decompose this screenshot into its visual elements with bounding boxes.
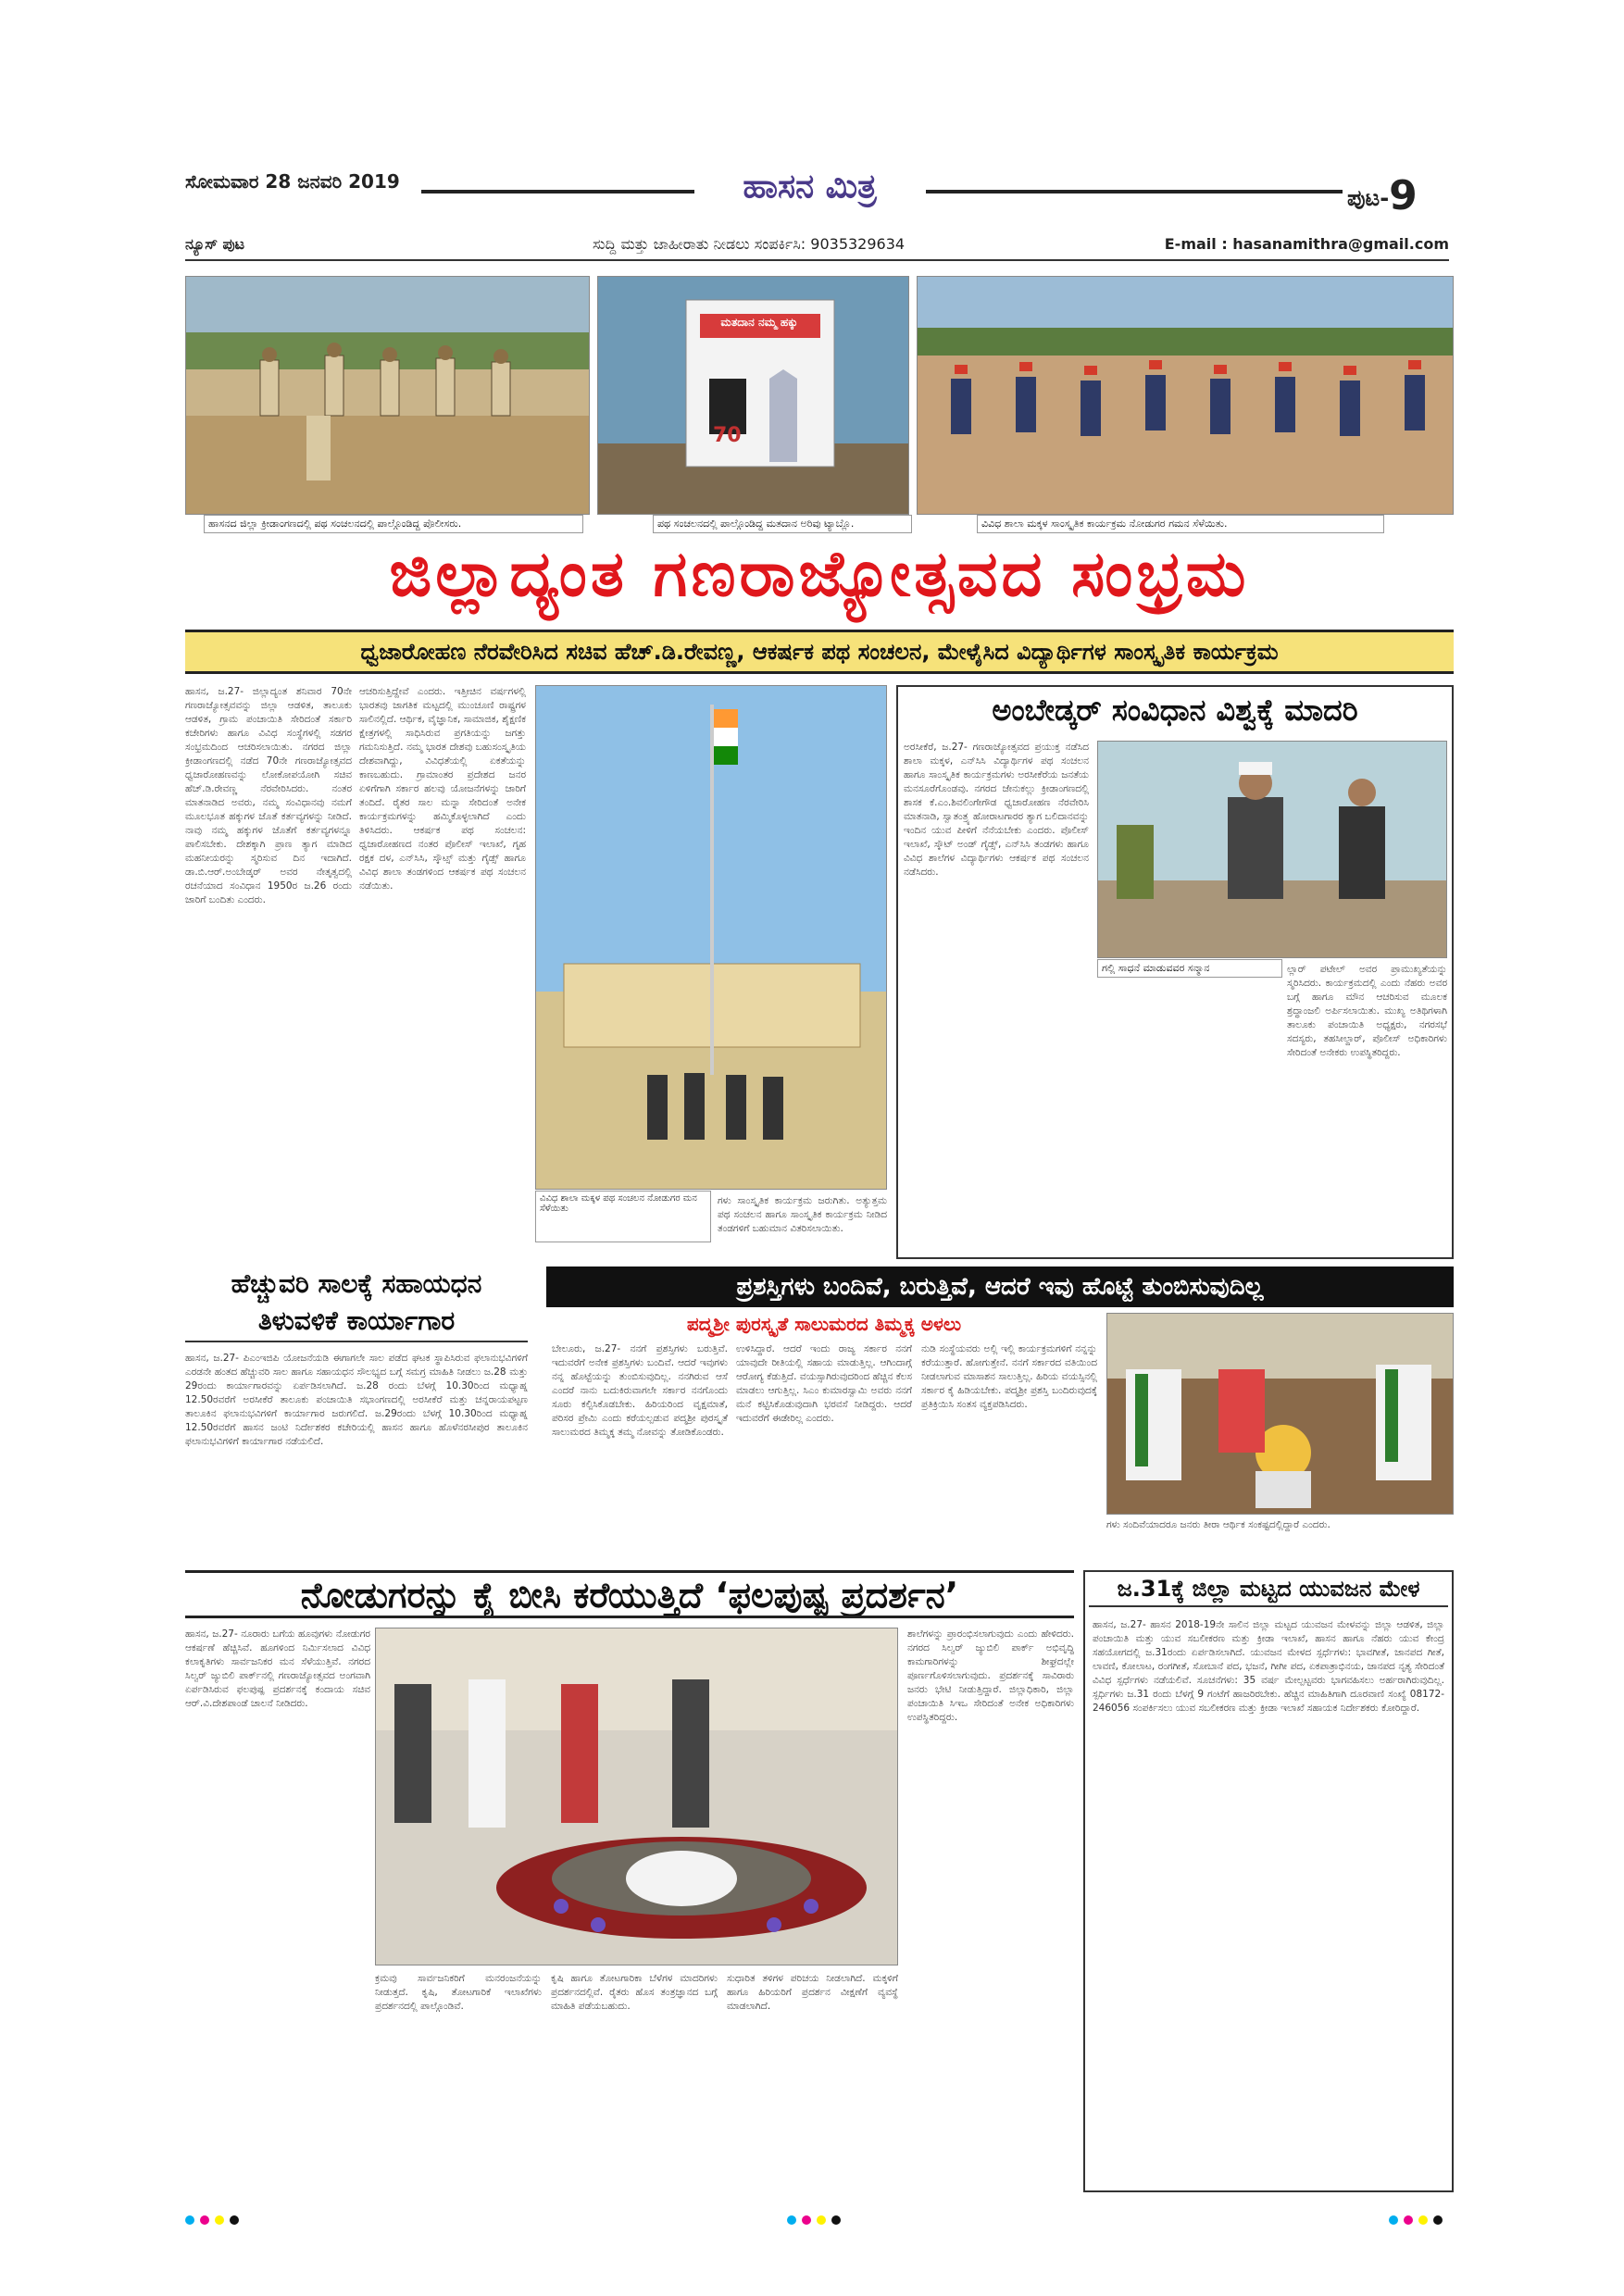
photo-caption-school: ವಿವಿಧ ಶಾಲಾ ಮಕ್ಕಳ ಸಾಂಸ್ಕೃತಿಕ ಕಾರ್ಯಕ್ರಮ ನೋಡುಗರ ಗಮನ ಸೆಳೆಯಿತು. [977,515,1384,533]
thimmakka-illustration [1107,1314,1454,1515]
flower-show-headline: ನೋಡುಗರನ್ನು ಕೈ ಬೀಸಿ ಕರೆಯುತ್ತಿದೆ ‘ಫಲಪುಷ್ಪ ಪ್ರದರ್ಶನ’ [185,1570,1074,1618]
flower-show-illustration [376,1628,898,1965]
flag-hoisting-illustration [536,686,887,1190]
issue-date: ಸೋಮವಾರ 28 ಜನವರಿ 2019 [185,170,400,193]
print-registration-marks-center [787,2211,846,2228]
main-story-col1: ಹಾಸನ, ಜ.27- ಜಿಲ್ಲಾದ್ಯಂತ ಶನಿವಾರ 70ನೇ ಗಣರಾಜ್ಯೋತ್ಸವವನ್ನು ಜಿಲ್ಲಾ ಆಡಳಿತ, ತಾಲೂಕು ಆಡಳಿತ, ಗ್ರಾಮ ಪಂಚಾಯಿತಿ ಸೇರಿದಂತೆ ಸರ್ಕಾರಿ ಕಚೇರಿಗಳು ಹಾಗೂ ವಿವಿಧ ಸಂಸ್ಥೆಗಳಲ್ಲಿ ಸಡಗರ ಸಂಭ್ರಮದಿಂದ ಆಚರಿಸಲಾಯಿತು. ನಗರದ ಜಿಲ್ಲಾ ಕ್ರೀಡಾಂಗಣದಲ್ಲಿ ನಡೆದ 70ನೇ ಗಣರಾಜ್ಯೋತ್ಸವದ ಧ್ವಜಾರೋಹಣವನ್ನು ಲೋಕೋಪಯೋಗಿ ಸಚಿವ ಹೆಚ್.ಡಿ.ರೇವಣ್ಣ ನೆರವೇರಿಸಿದರು. ನಂತರ ಮಾತನಾಡಿದ ಅವರು, ನಮ್ಮ ಸಂವಿಧಾನವು ನಮಗೆ ಮೂಲಭೂತ ಹಕ್ಕುಗಳ ಜೊತೆ ಕರ್ತವ್ಯಗಳನ್ನು ನೀಡಿದೆ. ನಾವು ನಮ್ಮ ಹಕ್ಕುಗಳ ಜೊತೆಗೆ ಕರ್ತವ್ಯಗಳನ್ನೂ ಪಾಲಿಸಬೇಕು. ದೇಶಕ್ಕಾಗಿ ಪ್ರಾಣ ತ್ಯಾಗ ಮಾಡಿದ ಮಹನೀಯರನ್ನು ಸ್ಮರಿಸುವ ದಿನ ಇದಾಗಿದೆ. ಡಾ.ಬಿ.ಆರ್.ಅಂಬೇಡ್ಕರ್ ಅವರ ನೇತೃತ್ವದಲ್ಲಿ ರಚನೆಯಾದ ಸಂವಿಧಾನ 1950ರ ಜ.26 ರಂದು ಜಾರಿಗೆ ಬಂದಿತು ಎಂದರು. [185,686,352,905]
section-label: ನ್ಯೂಸ್ ಪುಟ [185,235,245,253]
thimmakka-col1: ಬೇಲೂರು, ಜ.27- ನನಗೆ ಪ್ರಶಸ್ತಿಗಳು ಬರುತ್ತಿವೆ. ಇದುವರೆಗೆ ಅನೇಕ ಪ್ರಶಸ್ತಿಗಳು ಬಂದಿವೆ. ಆದರೆ ಇವುಗಳು ನನ್ನ ಹೊಟ್ಟೆಯನ್ನು ತುಂಬಿಸುವುದಿಲ್ಲ. ನನಗಿರುವ ಆಸೆ ಎಂದರೆ ನಾನು ಬದುಕಿರುವಾಗಲೇ ಸರ್ಕಾರ ನನಗೊಂದು ಸೂರು ಕಲ್ಪಿಸಿಕೊಡಬೇಕು. ಹಿರಿಯರಿಂದ ವೃಕ್ಷಮಾತೆ, ಪರಿಸರ ಪ್ರೇಮಿ ಎಂದು ಕರೆಯಲ್ಪಡುವ ಪದ್ಮಶ್ರೀ ಪುರಸ್ಕೃತೆ ಸಾಲುಮರದ ತಿಮ್ಮಕ್ಕ ತಮ್ಮ ನೋವನ್ನು ತೋಡಿಕೊಂಡರು. [552,1343,728,1438]
masthead-rule-left [421,190,694,193]
page-label: ಪುಟ- [1347,185,1390,211]
newspaper-title: ಹಾಸನ ಮಿತ್ರ [743,167,877,206]
flower-col2: ಕ್ರಮವು ಸಾರ್ವಜನಿಕರಿಗೆ ಮನರಂಜನೆಯನ್ನು ನೀಡುತ್ತದೆ. ಕೃಷಿ, ತೋಟಗಾರಿಕೆ ಇಲಾಖೆಗಳು ಪ್ರದರ್ಶನದಲ್ಲಿ ಪಾಲ್ಗೊಂಡಿವೆ. [375,1973,542,2012]
thimmakka-headline: ಪ್ರಶಸ್ತಿಗಳು ಬಂದಿವೆ, ಬರುತ್ತಿವೆ, ಆದರೆ ಇವು ಹೊಟ್ಟೆ ತುಂಬಿಸುವುದಿಲ್ಲ [546,1267,1454,1307]
thimmakka-subhead: ಪದ್ಮಶ್ರೀ ಪುರಸ್ಕೃತೆ ಸಾಲುಮರದ ತಿಮ್ಮಕ್ಕ ಅಳಲು [686,1313,962,1335]
main-strapline: ಧ್ವಜಾರೋಹಣ ನೆರವೇರಿಸಿದ ಸಚಿವ ಹೆಚ್.ಡಿ.ರೇವಣ್ಣ, ಆಕರ್ಷಕ ಪಥ ಸಂಚಲನ, ಮೇಳೈಸಿದ ವಿದ್ಯಾರ್ಥಿಗಳ ಸಾಂಸ್ಕೃತಿಕ ಕಾರ್ಯಕ್ರಮ [185,630,1454,674]
print-registration-marks-right [1389,2211,1448,2228]
workshop-headline-1: ಹೆಚ್ಚುವರಿ ಸಾಲಕ್ಕೆ ಸಹಾಯಧನ [231,1268,482,1299]
page-number-value: 9 [1389,172,1418,219]
youth-fest-headline: ಜ.31ಕ್ಕೆ ಜಿಲ್ಲಾ ಮಟ್ಟದ ಯುವಜನ ಮೇಳ [1089,1576,1448,1607]
masthead-subbar [185,231,1449,261]
photo-flag-hoisting [535,685,887,1190]
main-story-after-flag: ಗಳು ಸಾಂಸ್ಕೃತಿಕ ಕಾರ್ಯಕ್ರಮ ಜರುಗಿತು. ಅತ್ಯುತ್ತಮ ಪಥ ಸಂಚಲನ ಹಾಗೂ ಸಾಂಸ್ಕೃತಿಕ ಕಾರ್ಯಕ್ರಮ ನೀಡಿದ ತಂಡಗಳಿಗೆ ಬಹುಮಾನ ವಿತರಿಸಲಾಯಿತು. [718,1195,887,1234]
school-cultural-illustration [918,277,1454,515]
photo-caption-flag: ವಿವಿಧ ಶಾಲಾ ಮಕ್ಕಳ ಪಥ ಸಂಚಲನ ನೋಡುಗರ ಮನ ಸೆಳೆಯಿತು [535,1191,711,1242]
photo-speaker-stage [1097,741,1447,958]
photo-police-parade [185,276,590,515]
photo-caption-speaker: ಗಲ್ಲಿ ಸಾಧನೆ ಮಾಡುವವರ ಸನ್ಮಾನ [1097,959,1282,978]
thimmakka-col2: ಉಳಿಸಿದ್ದಾರೆ. ಆದರೆ ಇಂದು ರಾಜ್ಯ ಸರ್ಕಾರ ನನಗೆ ಯಾವುದೇ ರೀತಿಯಲ್ಲಿ ಸಹಾಯ ಮಾಡುತ್ತಿಲ್ಲ. ಆಗಿಂದಾಗ್ಗೆ ಆರೋಗ್ಯ ಕೆಡುತ್ತಿದೆ. ವಯಸ್ಸಾಗಿರುವುದರಿಂದ ಹೆಚ್ಚಿನ ಕೆಲಸ ಮಾಡಲು ಆಗುತ್ತಿಲ್ಲ. ಸಿಎಂ ಕುಮಾರಸ್ವಾಮಿ ಅವರು ನನಗೆ ಮನೆ ಕಟ್ಟಿಸಿಕೊಡುವುದಾಗಿ ಭರವಸೆ ನೀಡಿದ್ದರು. ಆದರೆ ಇದುವರೆಗೆ ಈಡೇರಿಲ್ಲ ಎಂದರು. [736,1343,912,1424]
photo-caption-police: ಹಾಸನದ ಜಿಲ್ಲಾ ಕ್ರೀಡಾಂಗಣದಲ್ಲಿ ಪಥ ಸಂಚಲನದಲ್ಲಿ ಪಾಲ್ಗೊಂಡಿದ್ದ ಪೊಲೀಸರು. [204,515,583,533]
workshop-headline-2: ತಿಳುವಳಿಕೆ ಕಾರ್ಯಾಗಾರ [185,1305,528,1342]
thimmakka-col3: ನುಡಿ ಸಂಸ್ಥೆಯವರು ಅಲ್ಲಿ ಇಲ್ಲಿ ಕಾರ್ಯಕ್ರಮಗಳಿಗೆ ನನ್ನನ್ನು ಕರೆಯುತ್ತಾರೆ. ಹೋಗುತ್ತೇನೆ. ನನಗೆ ಸರ್ಕಾರದ ವತಿಯಿಂದ ನೀಡಲಾಗುವ ಮಾಸಾಶನ ಸಾಲುತ್ತಿಲ್ಲ. ಹಿರಿಯ ವಯಸ್ಸಿನಲ್ಲಿ ಸರ್ಕಾರ ಕೈ ಹಿಡಿಯಬೇಕು. ಪದ್ಮಶ್ರೀ ಪ್ರಶಸ್ತಿ ಬಂದಿರುವುದಕ್ಕೆ ಪ್ರತಿಕ್ರಿಯಿಸಿ ಸಂತಸ ವ್ಯಕ್ತಪಡಿಸಿದರು. [921,1343,1097,1410]
email-address: E-mail : hasanamithra@gmail.com [1164,235,1449,253]
photo-flower-show [375,1628,898,1965]
contact-info: ಸುದ್ದಿ ಮತ್ತು ಜಾಹೀರಾತು ನೀಡಲು ಸಂಪರ್ಕಿಸಿ: 9035329634 [593,235,906,253]
youth-fest-body: ಹಾಸನ, ಜ.27- ಹಾಸನ 2018-19ನೇ ಸಾಲಿನ ಜಿಲ್ಲಾ ಮಟ್ಟದ ಯುವಜನ ಮೇಳವನ್ನು ಜಿಲ್ಲಾ ಆಡಳಿತ, ಜಿಲ್ಲಾ ಪಂಚಾಯಿತಿ ಮತ್ತು ಯುವ ಸಬಲೀಕರಣ ಮತ್ತು ಕ್ರೀಡಾ ಇಲಾಖೆ, ಹಾಸನ ಹಾಗೂ ನೆಹರು ಯುವ ಕೇಂದ್ರ ಸಹಯೋಗದಲ್ಲಿ ಜ.31ರಂದು ಏರ್ಪಡಿಸಲಾಗಿದೆ. ಯುವಜನ ಮೇಳದ ಸ್ಪರ್ಧೆಗಳು: ಭಾವಗೀತೆ, ಜಾನಪದ ಗೀತೆ, ಲಾವಣಿ, ಕೋಲಾಟ, ರಂಗಗೀತೆ, ಸೋಬಾನೆ ಪದ, ಭಜನೆ, ಗೀಗೀ ಪದ, ಏಕಪಾತ್ರಾಭಿನಯ, ಜಾನಪದ ನೃತ್ಯ ಸೇರಿದಂತೆ ವಿವಿಧ ಸ್ಪರ್ಧೆಗಳು ನಡೆಯಲಿವೆ. ಸೂಚನೆಗಳು: 35 ವರ್ಷ ಮೇಲ್ಪಟ್ಟವರು ಭಾಗವಹಿಸಲು ಅರ್ಹರಾಗಿರುವುದಿಲ್ಲ. ಸ್ಪರ್ಧಿಗಳು ಜ.31 ರಂದು ಬೆಳಗ್ಗೆ 9 ಗಂಟೆಗೆ ಹಾಜರಿರಬೇಕು. ಹೆಚ್ಚಿನ ಮಾಹಿತಿಗಾಗಿ ದೂರವಾಣಿ ಸಂಖ್ಯೆ 08172-246056 ಸಂಪರ್ಕಿಸಲು ಯುವ ಸಬಲೀಕರಣ ಮತ್ತು ಕ್ರೀಡಾ ಇಲಾಖೆ ಸಹಾಯಕ ನಿರ್ದೇಶಕರು ಕೋರಿದ್ದಾರೆ. [1093,1619,1444,1714]
photo-caption-tableau: ಪಥ ಸಂಚಲನದಲ್ಲಿ ಪಾಲ್ಗೊಂಡಿದ್ದ ಮತದಾನ ಅರಿವು ಟ್ಯಾಬ್ಲೊ. [653,515,912,533]
photo-thimmakka [1106,1313,1454,1515]
ambedkar-col2: ಲ್ಲಾರ್ ಪಟೇಲ್ ಅವರ ಪ್ರಾಮುಖ್ಯತೆಯನ್ನು ಸ್ಮರಿಸಿದರು. ಕಾರ್ಯಕ್ರಮದಲ್ಲಿ ಎಂದು ನೆಹರು ಅವರ ಬಗ್ಗೆ ಹಾಗೂ ಮೌನ ಆಚರಿಸುವ ಮೂಲಕ ಶ್ರದ್ಧಾಂಜಲಿ ಅರ್ಪಿಸಲಾಯಿತು. ಮುಖ್ಯ ಅತಿಥಿಗಳಾಗಿ ತಾಲೂಕು ಪಂಚಾಯಿತಿ ಅಧ್ಯಕ್ಷರು, ನಗರಸಭೆ ಸದಸ್ಯರು, ತಹಸೀಲ್ದಾರ್, ಪೊಲೀಸ್ ಅಧಿಕಾರಿಗಳು ಸೇರಿದಂತೆ ಅನೇಕರು ಉಪಸ್ಥಿತರಿದ್ದರು. [1287,964,1447,1058]
tableau-badge-70: 70 [713,424,742,447]
flower-col1: ಹಾಸನ, ಜ.27- ನೂರಾರು ಬಗೆಯ ಹೂವುಗಳು ನೋಡುಗರ ಆಕರ್ಷಣೆ ಹೆಚ್ಚಿಸಿವೆ. ಹೂಗಳಿಂದ ನಿರ್ಮಿಸಲಾದ ವಿವಿಧ ಕಲಾಕೃತಿಗಳು ಸಾರ್ವಜನಿಕರ ಮನ ಸೆಳೆಯುತ್ತಿವೆ. ನಗರದ ಸಿಲ್ವರ್ ಜ್ಯುಬಿಲಿ ಪಾರ್ಕ್‌ನಲ್ಲಿ ಗಣರಾಜ್ಯೋತ್ಸವದ ಅಂಗವಾಗಿ ಏರ್ಪಡಿಸಿರುವ ಫಲಪುಷ್ಪ ಪ್ರದರ್ಶನಕ್ಕೆ ಕಂದಾಯ ಸಚಿವ ಆರ್.ವಿ.ದೇಶಪಾಂಡೆ ಚಾಲನೆ ನೀಡಿದರು. [185,1628,370,1709]
photo-school-cultural [917,276,1454,515]
flower-col4: ಸುಧಾರಿತ ತಳಿಗಳ ಪರಿಚಯ ನೀಡಲಾಗಿದೆ. ಮಕ್ಕಳಿಗೆ ಹಾಗೂ ಹಿರಿಯರಿಗೆ ಪ್ರದರ್ಶನ ವೀಕ್ಷಣೆಗೆ ವ್ಯವಸ್ಥೆ ಮಾಡಲಾಗಿದೆ. [727,1973,898,2012]
police-parade-illustration [186,277,590,515]
print-registration-marks-left [185,2211,244,2228]
page-number [1347,172,1418,219]
voting-tableau-illustration [598,277,909,515]
main-headline: ಜಿಲ್ಲಾದ್ಯಂತ ಗಣರಾಜ್ಯೋತ್ಸವದ ಸಂಭ್ರಮ [389,537,1250,611]
flower-col-right: ಶಾಲೆಗಳನ್ನು ಪ್ರಾರಂಭಿಸಲಾಗುವುದು ಎಂದು ಹೇಳಿದರು. ನಗರದ ಸಿಲ್ವರ್ ಜ್ಯುಬಿಲಿ ಪಾರ್ಕ್ ಅಭಿವೃದ್ಧಿ ಕಾಮಗಾರಿಗಳನ್ನು ಶೀಘ್ರದಲ್ಲೇ ಪೂರ್ಣಗೊಳಿಸಲಾಗುವುದು. ಪ್ರದರ್ಶನಕ್ಕೆ ಸಾವಿರಾರು ಜನರು ಭೇಟಿ ನೀಡುತ್ತಿದ್ದಾರೆ. ಜಿಲ್ಲಾಧಿಕಾರಿ, ಜಿಲ್ಲಾ ಪಂಚಾಯಿತಿ ಸಿಇಒ ಸೇರಿದಂತೆ ಅನೇಕ ಅಧಿಕಾರಿಗಳು ಉಪಸ್ಥಿತರಿದ್ದರು. [907,1628,1074,1723]
photo-voting-tableau [597,276,909,515]
ambedkar-headline: ಅಂಬೇಡ್ಕರ್ ಸಂವಿಧಾನ ವಿಶ್ವಕ್ಕೆ ಮಾದರಿ [992,693,1358,728]
flower-col3: ಕೃಷಿ ಹಾಗೂ ತೋಟಗಾರಿಕಾ ಬೆಳೆಗಳ ಮಾದರಿಗಳು ಪ್ರದರ್ಶನದಲ್ಲಿವೆ. ರೈತರು ಹೊಸ ತಂತ್ರಜ್ಞಾನದ ಬಗ್ಗೆ ಮಾಹಿತಿ ಪಡೆಯಬಹುದು. [551,1973,718,2012]
thimmakka-photo-caption: ಗಳು ಸಂದಿವೆಯಾದರೂ ಜನರು ತೀರಾ ಆರ್ಥಿಕ ಸಂಕಷ್ಟದಲ್ಲಿದ್ದಾರೆ ಎಂದರು. [1106,1519,1330,1530]
tableau-banner-text: ಮತದಾನ ನಮ್ಮ ಹಕ್ಕು [720,316,798,329]
main-story-col2: ಆಚರಿಸುತ್ತಿದ್ದೇವೆ ಎಂದರು. ಇತ್ತೀಚಿನ ವರ್ಷಗಳಲ್ಲಿ ಭಾರತವು ಜಾಗತಿಕ ಮಟ್ಟದಲ್ಲಿ ಮುಂಚೂಣಿ ರಾಷ್ಟ್ರಗಳ ಸಾಲಿನಲ್ಲಿದೆ. ಆರ್ಥಿಕ, ವೈಜ್ಞಾನಿಕ, ಸಾಮಾಜಿಕ, ಶೈಕ್ಷಣಿಕ ಕ್ಷೇತ್ರಗಳಲ್ಲಿ ಸಾಧಿಸಿರುವ ಪ್ರಗತಿಯನ್ನು ಜಗತ್ತು ಗಮನಿಸುತ್ತಿದೆ. ನಮ್ಮ ಭಾರತ ದೇಶವು ಬಹುಸಂಸ್ಕೃತಿಯ ದೇಶವಾಗಿದ್ದು, ವಿವಿಧತೆಯಲ್ಲಿ ಏಕತೆಯನ್ನು ಕಾಣಬಹುದು. ಗ್ರಾಮಾಂತರ ಪ್ರದೇಶದ ಜನರ ಏಳಿಗೆಗಾಗಿ ಸರ್ಕಾರ ಹಲವು ಯೋಜನೆಗಳನ್ನು ಜಾರಿಗೆ ತಂದಿದೆ. ರೈತರ ಸಾಲ ಮನ್ನಾ ಸೇರಿದಂತೆ ಅನೇಕ ಕಾರ್ಯಕ್ರಮಗಳನ್ನು ಹಮ್ಮಿಕೊಳ್ಳಲಾಗಿದೆ ಎಂದು ತಿಳಿಸಿದರು. ಆಕರ್ಷಕ ಪಥ ಸಂಚಲನ: ಧ್ವಜಾರೋಹಣದ ನಂತರ ಪೊಲೀಸ್ ಇಲಾಖೆ, ಗೃಹ ರಕ್ಷಕ ದಳ, ಎನ್‌ಸಿಸಿ, ಸ್ಕೌಟ್ಸ್ ಮತ್ತು ಗೈಡ್ಸ್ ಹಾಗೂ ವಿವಿಧ ಶಾಲಾ ತಂಡಗಳಿಂದ ಆಕರ್ಷಕ ಪಥ ಸಂಚಲನ ನಡೆಯಿತು. [359,686,526,892]
masthead-rule-right [926,190,1343,193]
speaker-stage-illustration [1098,742,1447,958]
ambedkar-col1: ಅರಸೀಕೆರೆ, ಜ.27- ಗಣರಾಜ್ಯೋತ್ಸವದ ಪ್ರಯುಕ್ತ ನಡೆಸಿದ ಶಾಲಾ ಮಕ್ಕಳ, ಎನ್‌ಸಿಸಿ ವಿದ್ಯಾರ್ಥಿಗಳ ಪಥ ಸಂಚಲನ ಹಾಗೂ ಸಾಂಸ್ಕೃತಿಕ ಕಾರ್ಯಕ್ರಮಗಳು ಅರಸೀಕೆರೆಯ ಜನತೆಯ ಮನಸೂರೆಗೊಂಡವು. ನಗರದ ಜೇನುಕಲ್ಲು ಕ್ರೀಡಾಂಗಣದಲ್ಲಿ ಶಾಸಕ ಕೆ.ಎಂ.ಶಿವಲಿಂಗೇಗೌಡ ಧ್ವಜಾರೋಹಣ ನೆರವೇರಿಸಿ ಮಾತನಾಡಿ, ಸ್ವಾತಂತ್ರ್ಯ ಹೋರಾಟಗಾರರ ತ್ಯಾಗ ಬಲಿದಾನವನ್ನು ಇಂದಿನ ಯುವ ಪೀಳಿಗೆ ನೆನೆಯಬೇಕು ಎಂದರು. ಪೊಲೀಸ್ ಇಲಾಖೆ, ಸ್ಕೌಟ್ ಅಂಡ್ ಗೈಡ್ಸ್, ಎನ್‌ಸಿಸಿ ತಂಡಗಳು ಹಾಗೂ ವಿವಿಧ ಶಾಲೆಗಳ ವಿದ್ಯಾರ್ಥಿಗಳು ಆಕರ್ಷಕ ಪಥ ಸಂಚಲನ ನಡೆಸಿದರು. [904,742,1089,878]
workshop-body: ಹಾಸನ, ಜ.27- ಪಿಎಂಇಜಿಪಿ ಯೋಜನೆಯಡಿ ಈಗಾಗಲೇ ಸಾಲ ಪಡೆದ ಘಟಕ ಸ್ಥಾಪಿಸಿರುವ ಫಲಾನುಭವಿಗಳಿಗೆ ಎರಡನೇ ಹಂತದ ಹೆಚ್ಚುವರಿ ಸಾಲ ಹಾಗೂ ಸಹಾಯಧನ ಸೌಲಭ್ಯದ ಬಗ್ಗೆ ಸಮಗ್ರ ಮಾಹಿತಿ ನೀಡಲು ಜ.28 ಮತ್ತು 29ರಂದು ಕಾರ್ಯಾಗಾರವನ್ನು ಏರ್ಪಡಿಸಲಾಗಿದೆ. ಜ.28 ರಂದು ಬೆಳಗ್ಗೆ 10.30ರಿಂದ ಮಧ್ಯಾಹ್ನ 12.50ರವರೆಗೆ ಅರಸೀಕೆರೆ ತಾಲೂಕು ಪಂಚಾಯಿತಿ ಸಭಾಂಗಣದಲ್ಲಿ ಅರಸೀಕೆರೆ ಮತ್ತು ಚನ್ನರಾಯಪಟ್ಟಣ ತಾಲೂಕಿನ ಫಲಾನುಭವಿಗಳಿಗೆ ಕಾರ್ಯಾಗಾರ ಜರುಗಲಿದೆ. ಜ.29ರಂದು ಬೆಳಗ್ಗೆ 10.30ರಿಂದ ಮಧ್ಯಾಹ್ನ 12.50ರವರೆಗೆ ಹಾಸನ ಜಂಟಿ ನಿರ್ದೇಶಕರ ಕಚೇರಿಯಲ್ಲಿ ಹಾಸನ ಹಾಗೂ ಹೊಳೆನರಸೀಪುರ ತಾಲೂಕಿನ ಫಲಾನುಭವಿಗಳಿಗೆ ಕಾರ್ಯಾಗಾರ ನಡೆಯಲಿದೆ. [185,1353,528,1447]
